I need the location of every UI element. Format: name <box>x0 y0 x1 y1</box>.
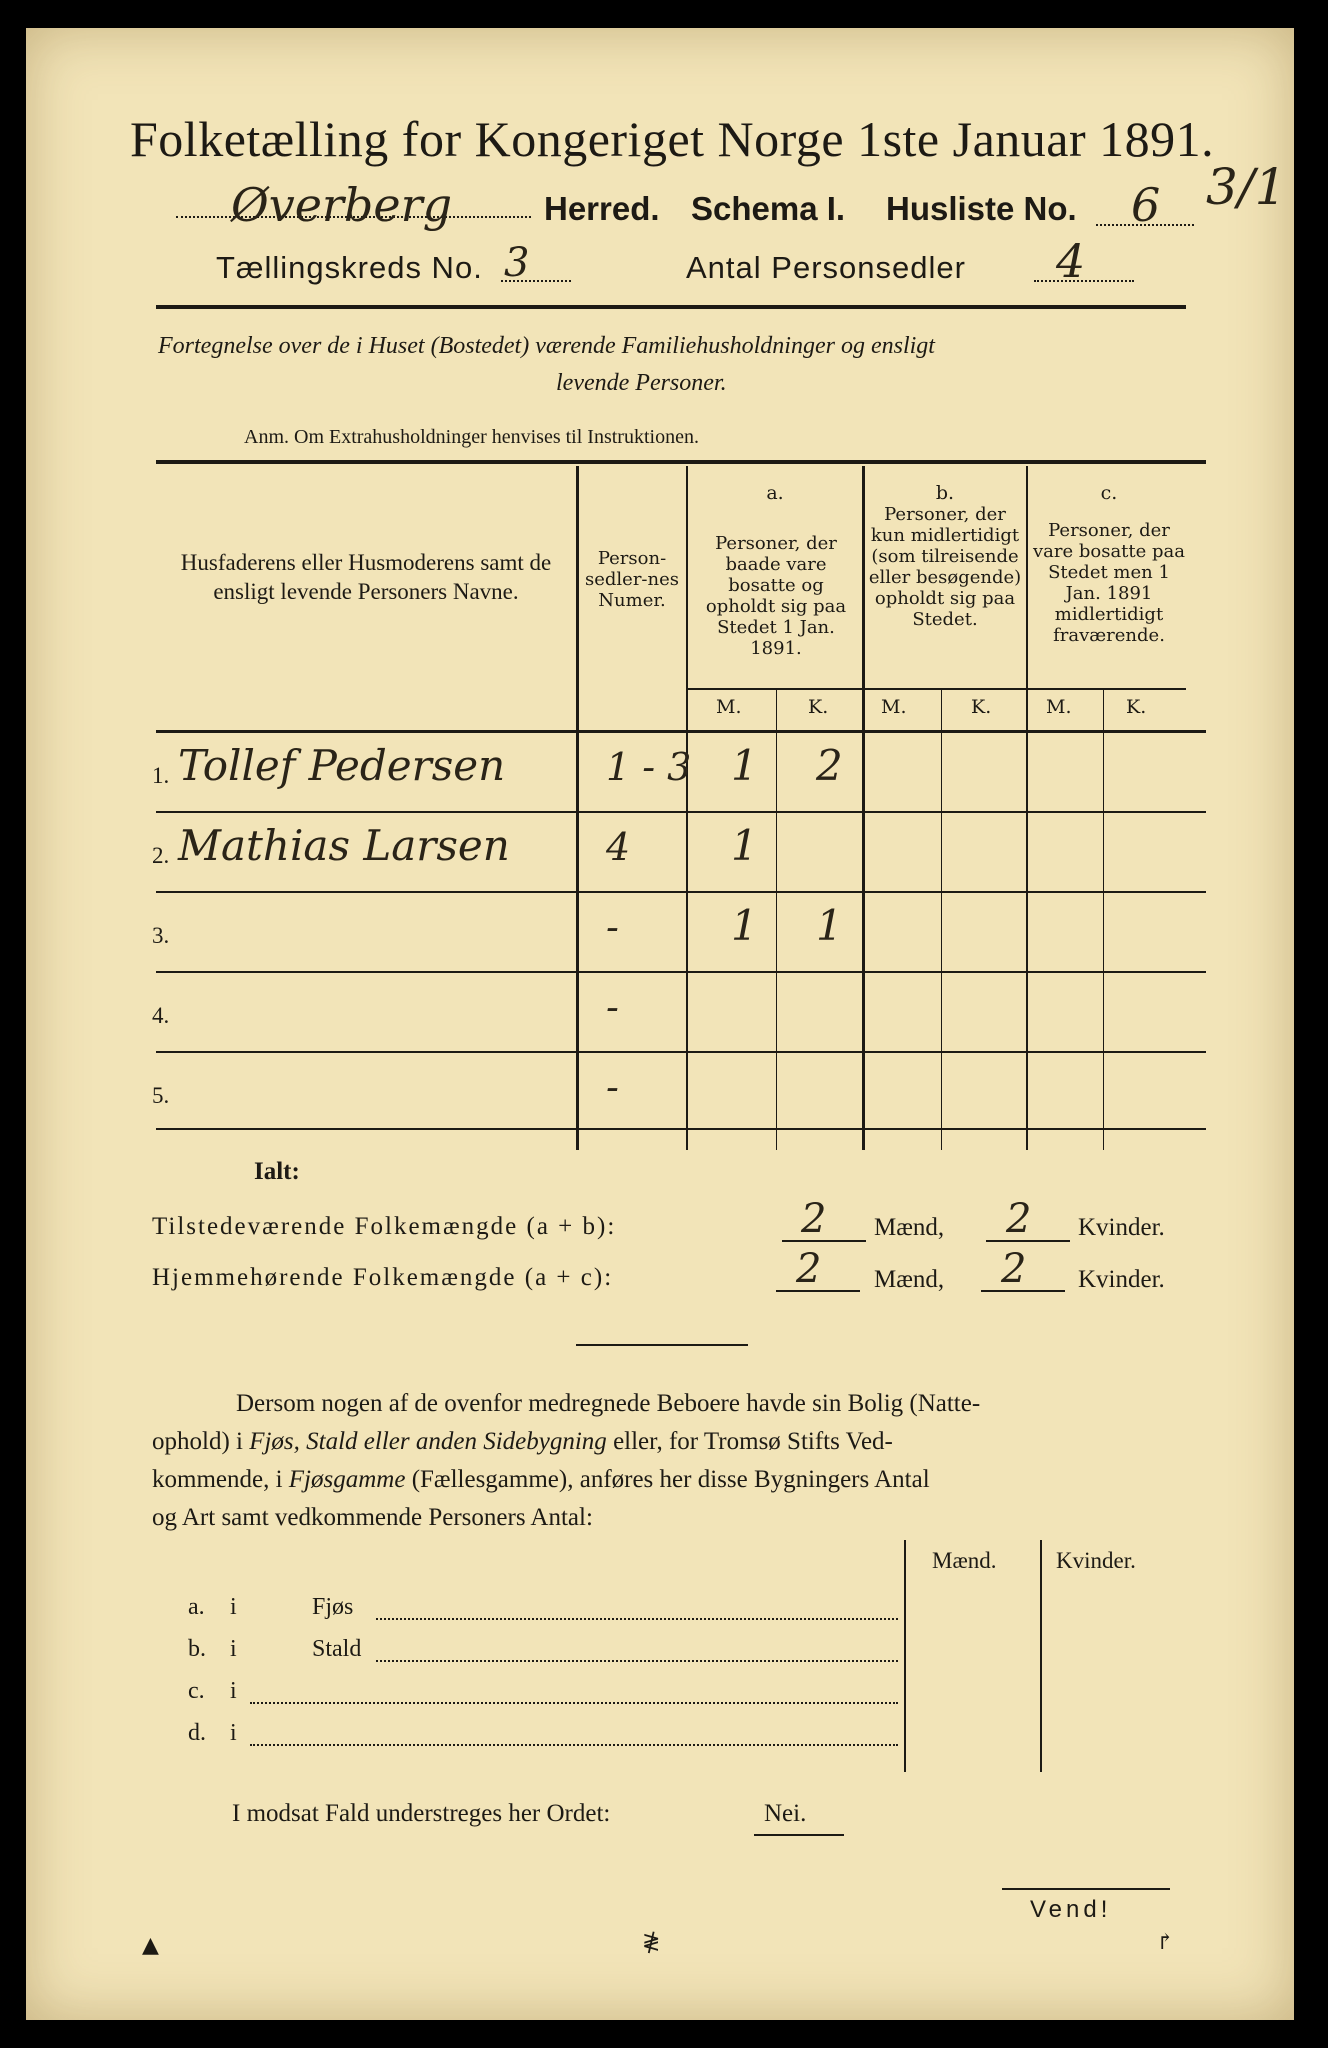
herred-value: Øverberg <box>231 178 453 232</box>
mk-rule <box>688 688 1186 690</box>
total-line2-m: 2 <box>796 1246 822 1292</box>
bld-item-dotline <box>250 1744 898 1746</box>
col-divider-3 <box>862 466 865 1150</box>
row-numer: - <box>606 985 619 1029</box>
note-p4: og Art samt vedkommende Personers Antal: <box>152 1504 593 1531</box>
anm-note: Anm. Om Extrahusholdninger henvises til Instruktionen. <box>244 426 699 448</box>
bld-item-dotline <box>376 1618 898 1620</box>
col-divider-2 <box>686 466 688 1150</box>
center-mark: ≹ <box>642 1930 661 1955</box>
table-top-rule <box>156 460 1206 464</box>
bld-item-letter: b. <box>188 1636 206 1662</box>
total-line1-k: 2 <box>1006 1196 1032 1242</box>
row-rule <box>156 811 1206 813</box>
row-number: 2. <box>152 843 170 868</box>
nei-word: Nei. <box>764 1800 807 1827</box>
note-p2b: Fjøs, Stald eller anden Sidebygning <box>249 1428 607 1455</box>
row-number: 1. <box>152 763 170 788</box>
note-p1: Dersom nogen af de ovenfor medregnede Beboere havde sin Bolig (Natte- <box>236 1390 981 1417</box>
total-line1-label: Tilstedeværende Folkemængde (a + b): <box>152 1213 617 1240</box>
header-rule <box>156 305 1186 309</box>
kreds-label: Tællingskreds No. <box>216 250 483 285</box>
header-bottom-rule <box>156 730 1206 733</box>
table-bottom-rule <box>156 1128 1206 1130</box>
note-p3 <box>152 1466 930 1494</box>
b-m-label: M. <box>881 696 907 718</box>
bld-item-label: Stald <box>312 1636 362 1662</box>
row-rule <box>156 971 1206 973</box>
bld-item-i: i <box>230 1594 237 1620</box>
husliste-label: Husliste No. <box>886 190 1077 227</box>
row-name: Tollef Pedersen <box>178 741 506 790</box>
bld-item-letter: c. <box>188 1678 205 1704</box>
total-line2-k: 2 <box>1001 1246 1027 1292</box>
row-a-m: 1 <box>731 901 758 950</box>
bld-item-letter: d. <box>188 1720 206 1746</box>
header-b: Personer, der kun midlertidigt (som tilreisende eller besøgende) opholdt sig paa Stedet. <box>868 504 1022 630</box>
antal-label: Antal Personsedler <box>686 250 966 285</box>
col-divider-a <box>776 688 777 1150</box>
a-m-label: M. <box>716 696 742 718</box>
header-a-letter: a. <box>766 482 784 504</box>
note-p3a: kommende, i <box>152 1466 289 1493</box>
total-line2-maend: Mænd, <box>874 1266 945 1293</box>
row-numer: 1 - 3 <box>606 745 692 789</box>
row-numer: - <box>606 905 619 949</box>
row-a-m: 1 <box>731 741 758 790</box>
bld-col-maend: Mænd. <box>932 1548 997 1573</box>
note-p3c: (Fællesgamme), anføres her disse Bygningers Antal <box>405 1466 930 1493</box>
bld-item-i: i <box>230 1636 237 1662</box>
census-form-page <box>26 28 1294 2020</box>
row-rule <box>156 891 1206 893</box>
col-divider-4 <box>1026 466 1028 1150</box>
row-number: 4. <box>152 1003 170 1028</box>
corner-mark-left: ▲ <box>142 1933 159 1958</box>
nei-underline <box>754 1834 844 1836</box>
bld-item-label: Fjøs <box>312 1594 354 1620</box>
col-divider-b <box>941 688 942 1150</box>
intro-line1: Fortegnelse over de i Huset (Bostedet) værende Familiehusholdninger og ensligt <box>158 333 935 359</box>
col-divider-1 <box>576 466 579 1150</box>
herred-label: Herred. <box>544 190 660 227</box>
row-rule <box>156 1051 1206 1053</box>
row-number: 5. <box>152 1083 170 1108</box>
header-c: Personer, der vare bosatte paa Stedet men 1 Jan. 1891 midlertidigt fraværende. <box>1032 520 1186 646</box>
ialt-label: Ialt: <box>254 1158 300 1185</box>
form-title: Folketælling for Kongeriget Norge 1ste Januar 1891. <box>130 111 1215 167</box>
note-p2c: eller, for Tromsø Stifts Ved- <box>606 1428 893 1455</box>
total-line1-maend: Mænd, <box>874 1214 945 1241</box>
total-line2-kvinder: Kvinder. <box>1078 1266 1165 1293</box>
header-names: Husfaderens eller Husmoderens samt de ensligt levende Personers Navne. <box>180 550 552 604</box>
husliste-extra: 3/1 <box>1206 158 1287 216</box>
kreds-value: 3 <box>504 240 530 286</box>
row-name: Mathias Larsen <box>178 821 510 870</box>
note-p3b: Fjøsgamme <box>288 1466 406 1493</box>
total-line1-kvinder: Kvinder. <box>1078 1214 1165 1241</box>
schema-label: Schema I. <box>691 190 846 227</box>
a-k-label: K. <box>808 696 829 718</box>
total-line1-m: 2 <box>801 1196 827 1242</box>
husliste-value: 6 <box>1131 178 1161 232</box>
nei-text: I modsat Fald understreges her Ordet: <box>232 1800 611 1827</box>
bld-col-kvinder: Kvinder. <box>1056 1548 1136 1573</box>
row-a-m: 1 <box>731 821 758 870</box>
vend-label: Vend! <box>1030 1896 1112 1923</box>
bld-item-dotline <box>376 1660 898 1662</box>
c-k-label: K. <box>1126 696 1147 718</box>
corner-mark-right: ↱ <box>1156 1930 1175 1955</box>
b-k-label: K. <box>971 696 992 718</box>
vend-rule <box>1002 1888 1170 1890</box>
bld-divider-2 <box>1040 1540 1042 1772</box>
note-p2 <box>152 1428 893 1456</box>
note-p2a: ophold) i <box>152 1428 250 1455</box>
header-numer: Person-sedler-nes Numer. <box>585 548 679 611</box>
col-divider-c <box>1103 688 1104 1150</box>
bld-item-letter: a. <box>188 1594 205 1620</box>
row-numer: - <box>606 1065 619 1109</box>
header-b-letter: b. <box>935 482 955 504</box>
bld-divider-1 <box>904 1540 906 1772</box>
antal-value: 4 <box>1056 234 1086 288</box>
c-m-label: M. <box>1046 696 1072 718</box>
intro-line2: levende Personer. <box>556 370 727 396</box>
row-number: 3. <box>152 923 170 948</box>
header-c-letter: c. <box>1100 482 1118 504</box>
row-a-k: 2 <box>816 741 843 790</box>
divider-short <box>576 1344 748 1346</box>
header-a: Personer, der baade vare bosatte og opholdt sig paa Stedet 1 Jan. 1891. <box>705 533 847 659</box>
total-line2-label: Hjemmehørende Folkemængde (a + c): <box>152 1264 614 1291</box>
bld-item-i: i <box>230 1720 237 1746</box>
row-a-k: 1 <box>816 901 843 950</box>
bld-item-dotline <box>250 1702 898 1704</box>
bld-item-i: i <box>230 1678 237 1704</box>
row-numer: 4 <box>606 825 631 869</box>
